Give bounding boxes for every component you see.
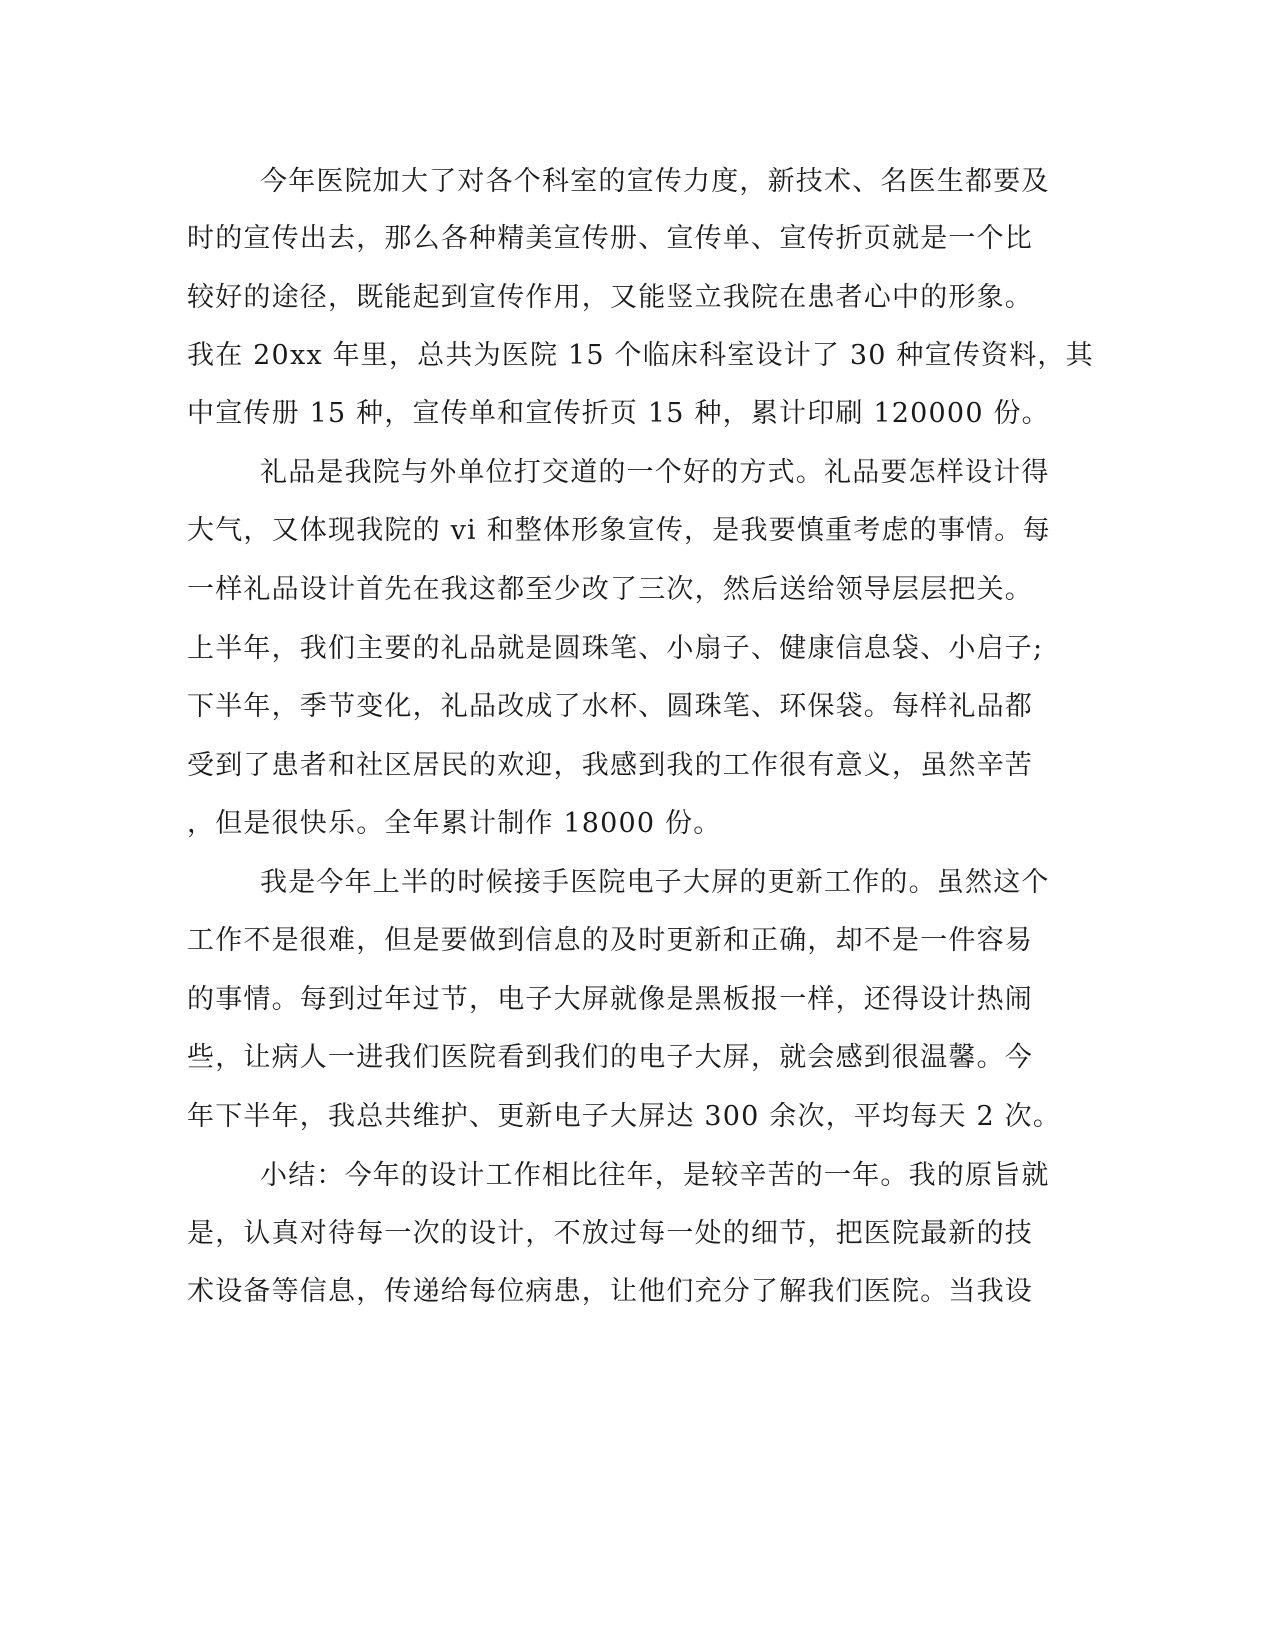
text-line: ，但是很快乐。全年累计制作 18000 份。 <box>187 808 722 839</box>
text-line: 年下半年，我总共维护、更新电子大屏达 300 余次，平均每天 2 次。 <box>187 1101 1062 1132</box>
text-line: 一样礼品设计首先在我这都至少改了三次，然后送给领导层层把关。 <box>187 574 1033 605</box>
text-line: 的事情。每到过年过节，电子大屏就像是黑板报一样，还得设计热闹 <box>187 984 1033 1015</box>
text-line: 些，让病人一进我们医院看到我们的电子大屏，就会感到很温馨。今 <box>187 1042 1033 1073</box>
text-line: 下半年，季节变化，礼品改成了水杯、圆珠笔、环保袋。每样礼品都 <box>187 691 1033 722</box>
text-line: 小结：今年的设计工作相比往年，是较辛苦的一年。我的原旨就 <box>260 1160 1050 1191</box>
text-line: 大气，又体现我院的 vi 和整体形象宣传，是我要慎重考虑的事情。每 <box>187 515 1051 546</box>
text-line: 今年医院加大了对各个科室的宣传力度，新技术、名医生都要及 <box>260 166 1050 197</box>
text-line: 我在 20xx 年里，总共为医院 15 个临床科室设计了 30 种宣传资料，其 <box>187 340 1094 371</box>
text-line: 时的宣传出去，那么各种精美宣传册、宣传单、宣传折页就是一个比 <box>187 223 1033 254</box>
text-line: 我是今年上半的时候接手医院电子大屏的更新工作的。虽然这个 <box>260 867 1050 898</box>
text-line: 是，认真对待每一次的设计，不放过每一处的细节，把医院最新的技 <box>187 1218 1033 1249</box>
text-line: 较好的途径，既能起到宣传作用，又能竖立我院在患者心中的形象。 <box>187 282 1033 313</box>
text-line: 术设备等信息，传递给每位病患，让他们充分了解我们医院。当我设 <box>187 1276 1033 1307</box>
text-line: 上半年，我们主要的礼品就是圆珠笔、小扇子、健康信息袋、小启子; <box>187 633 1044 664</box>
text-line: 礼品是我院与外单位打交道的一个好的方式。礼品要怎样设计得 <box>260 457 1050 488</box>
text-line: 受到了患者和社区居民的欢迎，我感到我的工作很有意义，虽然辛苦 <box>187 750 1033 781</box>
text-line: 工作不是很难，但是要做到信息的及时更新和正确，却不是一件容易 <box>187 925 1033 956</box>
text-line: 中宣传册 15 种，宣传单和宣传折页 15 种，累计印刷 120000 份。 <box>187 398 1050 429</box>
